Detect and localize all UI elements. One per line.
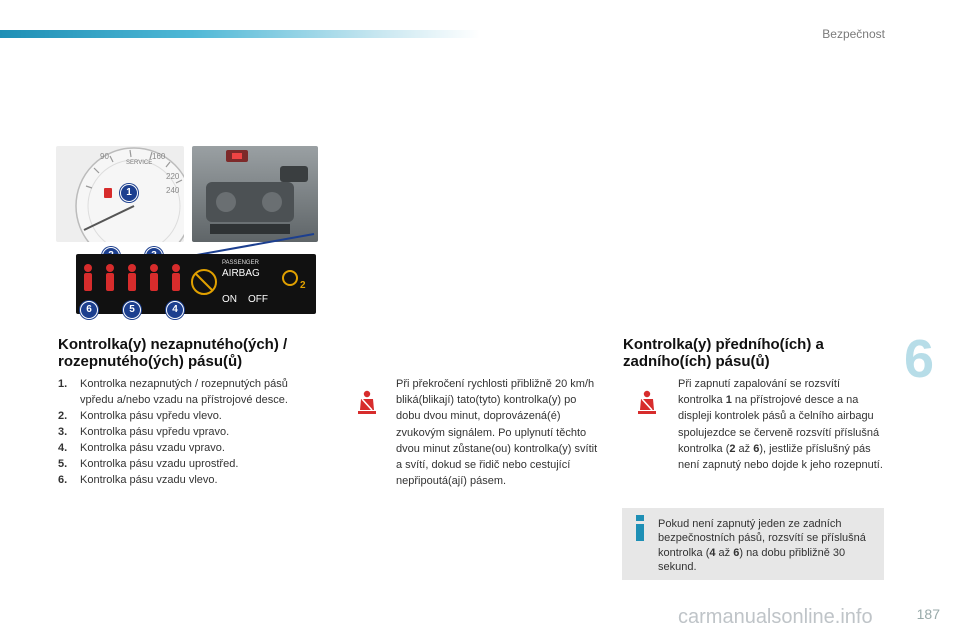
right-heading (623, 336, 824, 370)
list-item (58, 376, 320, 408)
airbag-label: AIRBAG (222, 268, 260, 279)
seatbelt-indicators-icon (76, 254, 316, 314)
ignition-text-bold2: 2 (729, 442, 736, 455)
list-item (58, 424, 320, 440)
page-number: 187 (916, 606, 940, 622)
seatbelt-warning-icon (636, 390, 658, 416)
callout-5: 5 (123, 301, 141, 319)
list-item-text: Kontrolka nezapnutých / rozepnutých pásů vpředu a/nebo vzadu na přístrojové desce. (80, 378, 288, 406)
list-item-text: Kontrolka pásu vzadu uprostřed. (80, 458, 239, 470)
header-accent-bar (0, 30, 480, 38)
on-label: ON (222, 294, 237, 305)
passenger-label: PASSENGER (222, 260, 259, 266)
gauge-label-170: 160 (152, 152, 166, 161)
list-item-number: 3. (58, 426, 68, 438)
ignition-text-part1: Při zapnutí zapalování se rozsvítí kontrolka (678, 378, 841, 407)
off-label: OFF (248, 294, 268, 305)
list-item-number: 2. (58, 410, 68, 422)
info-text (658, 517, 880, 575)
right-heading-line2: zadního(ích) pásu(ů) (623, 353, 770, 370)
gauge-label-90: 90 (100, 152, 109, 161)
list-item-text: Kontrolka pásu vzadu vpravo. (80, 442, 225, 454)
list-item-number: 4. (58, 442, 68, 454)
seatbelt-warning-figure (56, 146, 318, 322)
chapter-number: 6 (904, 329, 935, 389)
seatbelt-airbag-display (76, 254, 316, 314)
ignition-text-bold3: 6 (753, 442, 760, 455)
info-text-bold2: 6 (733, 546, 740, 559)
instrument-cluster-image (56, 146, 184, 242)
info-text-part1: Pokud není zapnutý jeden ze zadních bezpečnostních pásů, rozsvítí se příslušná kontrolka ( (658, 518, 866, 559)
right-heading-line1: Kontrolka(y) předního(ích) a (623, 336, 824, 353)
watermark: carmanualsonline.info (678, 606, 873, 628)
left-heading-line1: Kontrolka(y) nezapnutého(ých) / (58, 336, 288, 353)
list-item-number: 5. (58, 458, 68, 470)
callout-4: 4 (166, 301, 184, 319)
gauge-label-230: 220 (166, 172, 180, 181)
left-heading (58, 336, 287, 370)
list-item-number: 6. (58, 474, 68, 486)
ignition-text-part4: ), jestliže příslušný pás není zapnutý nebo dojde k jeho rozepnutí. (678, 442, 883, 472)
list-item-text: Kontrolka pásu vzadu vlevo. (80, 474, 218, 486)
list-item-text: Kontrolka pásu vpředu vpravo. (80, 426, 230, 438)
left-heading-line2: rozepnutého(ých) pásu(ů) (58, 353, 243, 370)
chapter-title: Bezpečnost (822, 27, 885, 41)
list-item (58, 472, 320, 488)
ignition-text-part3: až (735, 442, 754, 455)
list-item (58, 440, 320, 456)
seatbelt-warning-icon (356, 390, 378, 416)
count-label: 2 (300, 280, 306, 291)
list-item-text: Kontrolka pásu vpředu vlevo. (80, 410, 222, 422)
ignition-text-bold1: 1 (725, 394, 732, 407)
roof-console-icon (192, 146, 318, 242)
info-text-part3: ) na dobu přibližně 30 sekund. (658, 546, 846, 574)
info-text-bold1: 4 (709, 546, 716, 559)
list-item (58, 408, 320, 424)
ignition-text-part2: na přístrojové desce a na displeji kontrolek pásů a čelního airbagu spolujezdce se červeně rozsvítí příslušná kontrolka ( (678, 394, 880, 455)
gauge-label-service: SERVICE (126, 160, 153, 166)
list-item-number: 1. (58, 378, 68, 390)
callout-1: 1 (120, 184, 138, 202)
list-item (58, 456, 320, 472)
roof-console-image (192, 146, 318, 242)
speed-warning-text: Při překročení rychlosti přibližně 20 km/h bliká(blikají) tato(tyto) kontrolka(y) po dobu dvou minut, doprovázená(é) zvukovým signálem. Po uplynutí těchto dvou minut zůstane(ou) kontrolka(y) svítit a svítí, dokud se řidič nebo cestující nepřipoutá(ají) pásem. (396, 378, 598, 488)
info-icon (633, 515, 647, 541)
callout-6: 6 (80, 301, 98, 319)
ignition-warning-text (678, 376, 884, 473)
info-text-part2: až (715, 546, 734, 559)
warning-lamp-list (58, 376, 320, 488)
gauge-label-250: 240 (166, 186, 180, 195)
